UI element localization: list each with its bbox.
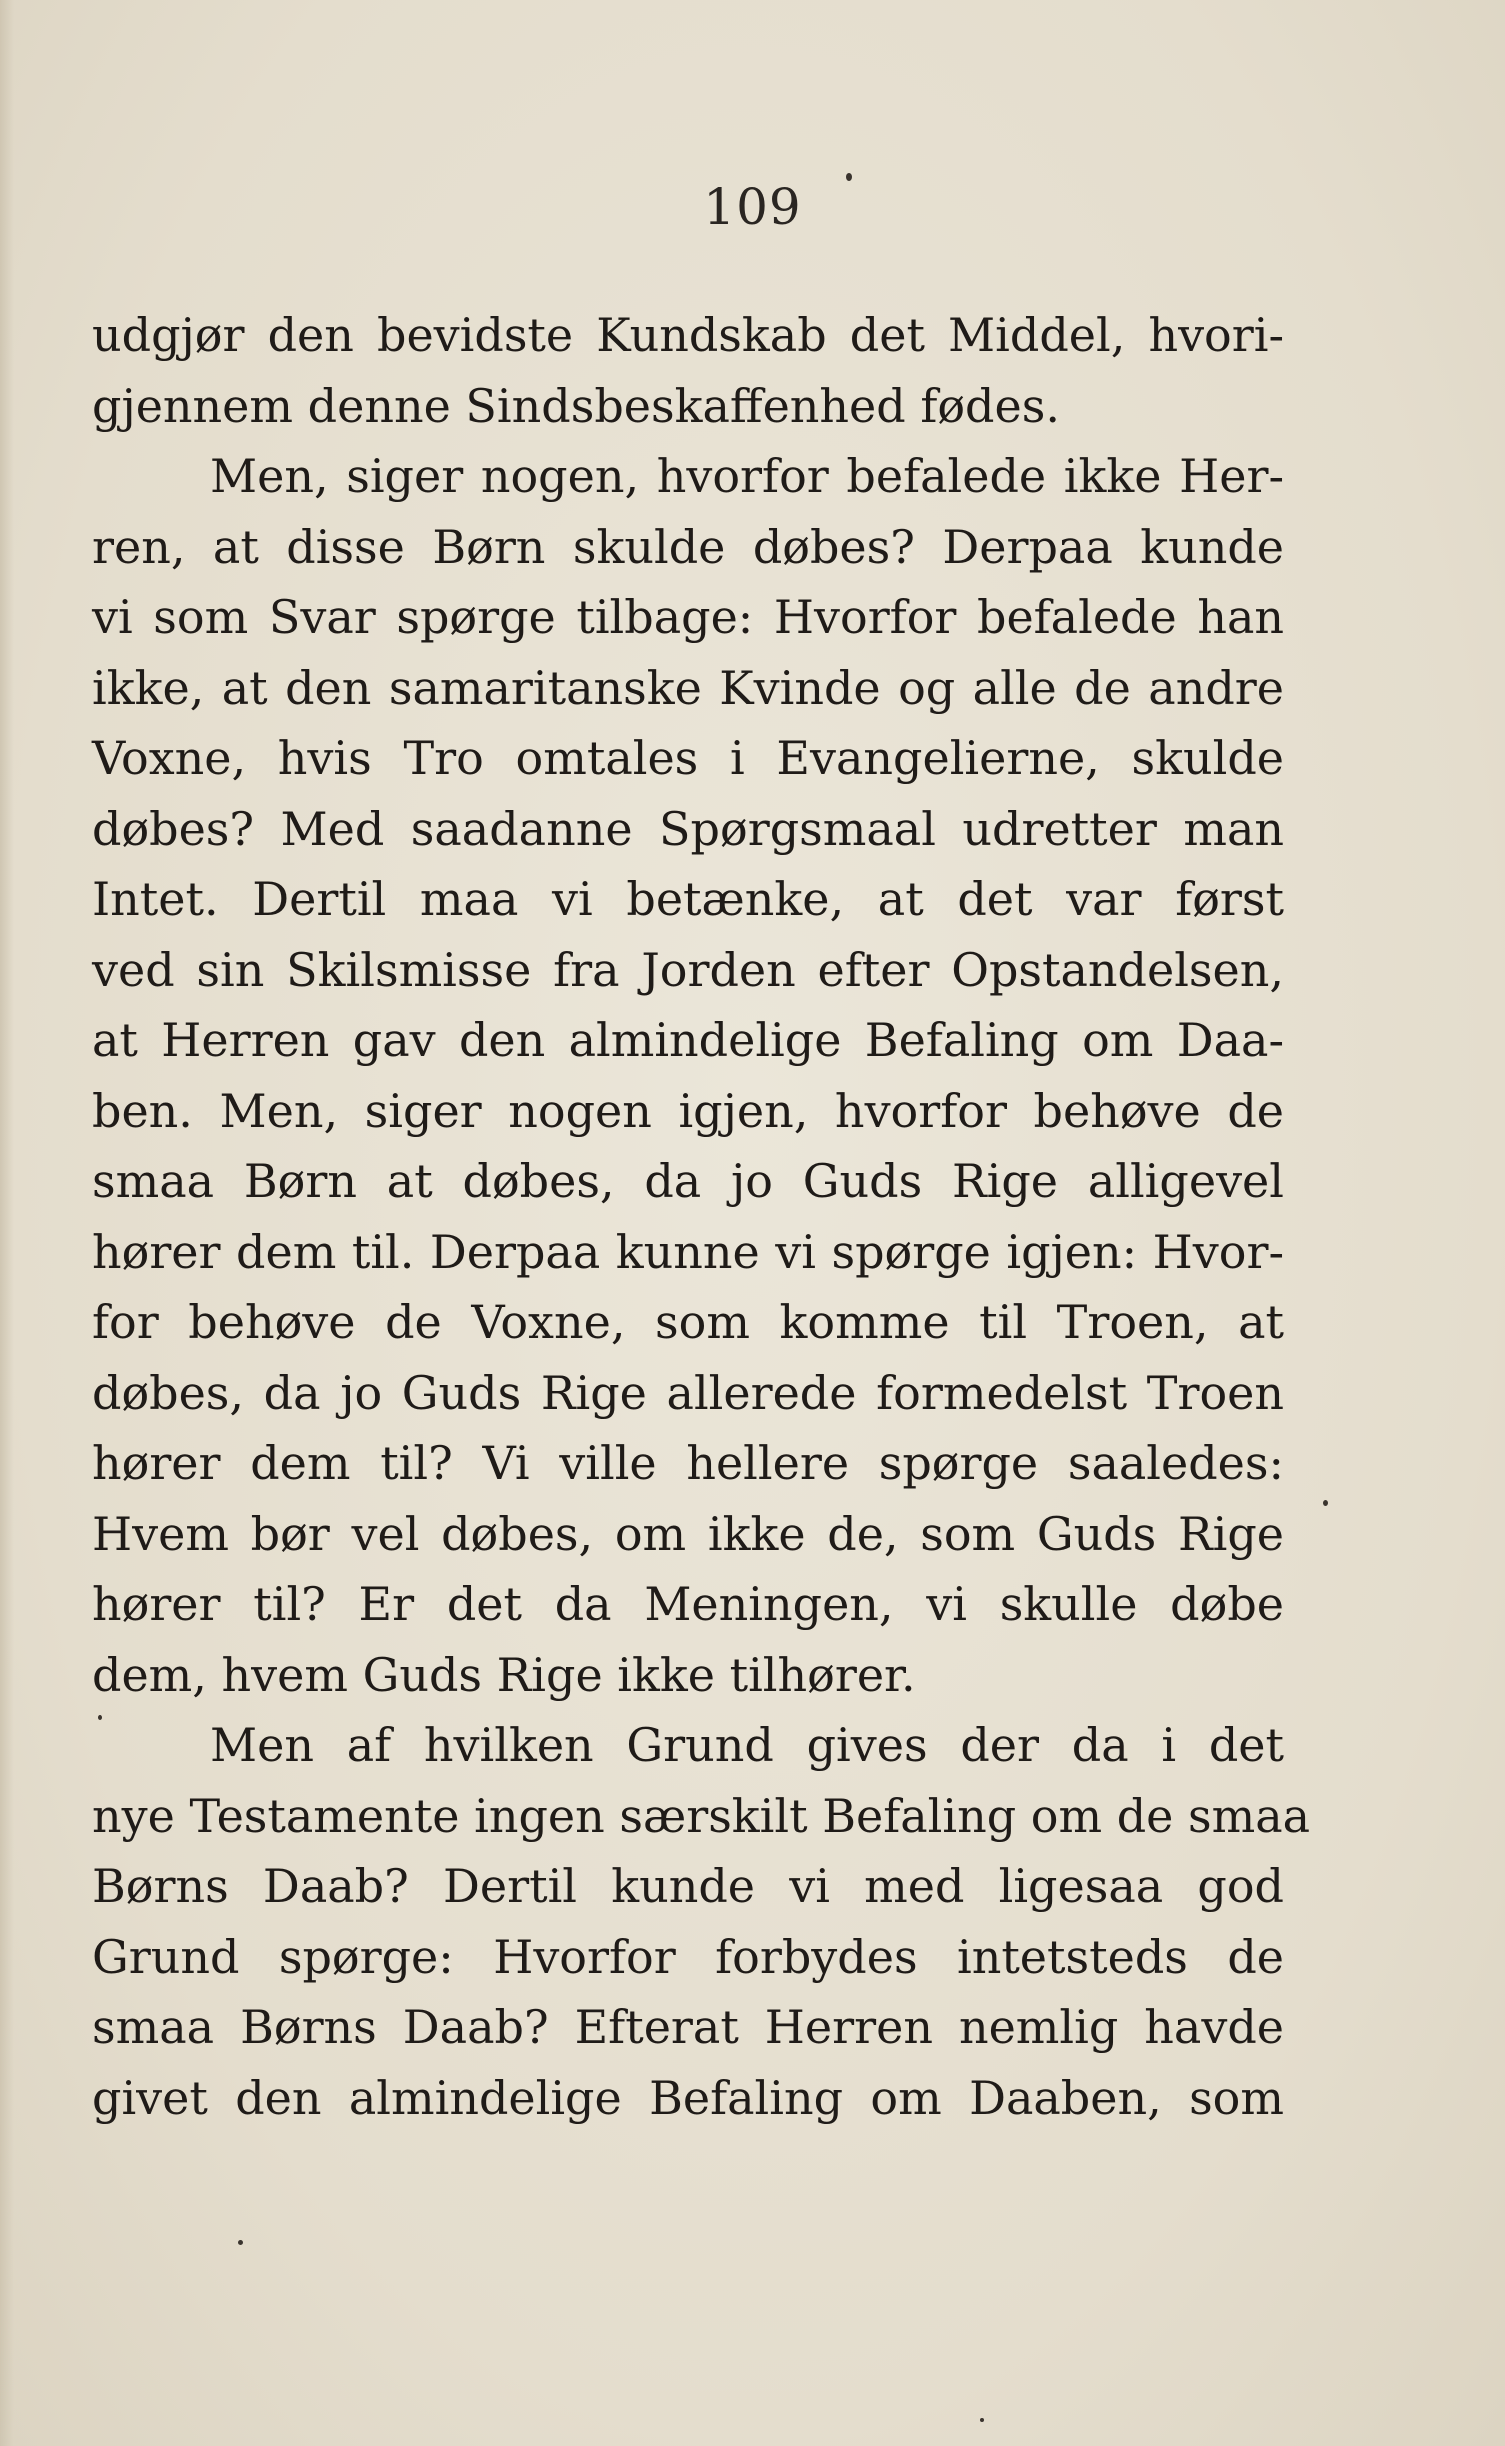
text-line: givet den almindelige Befaling om Daaben, som [92,2070,1284,2125]
text-line: ikke, at den samaritanske Kvinde og alle de andre [92,660,1284,715]
text-line: at Herren gav den almindelige Befaling om Daa- [92,1013,1284,1067]
print-speck [846,173,852,181]
text-line: hører dem til. Derpaa kunne vi spørge igjen: Hvor- [92,1224,1284,1279]
text-line: døbes? Med saadanne Spørgsmaal udretter man [92,801,1284,856]
print-speck [1323,1500,1328,1506]
print-speck [238,2240,243,2245]
text-line: smaa Børns Daab? Efterat Herren nemlig havde [92,2000,1284,2054]
text-line: ben. Men, siger nogen igjen, hvorfor behøve de [92,1083,1284,1138]
text-line: døbes, da jo Guds Rige allerede formedelst Troen [92,1365,1284,1420]
text-line: ren, at disse Børn skulde døbes? Derpaa kunde [92,519,1284,574]
text-line: Men af hvilken Grund gives der da i det [210,1718,1284,1772]
text-line: ved sin Skilsmisse fra Jorden efter Opstandelsen, [92,942,1284,997]
text-line: hører til? Er det da Meningen, vi skulle døbe [92,1577,1284,1631]
text-line: Grund spørge: Hvorfor forbydes intetsteds de [92,1929,1284,1984]
page-number: 109 [703,178,802,236]
print-speck [980,2418,984,2422]
print-speck [98,1715,102,1720]
text-line: gjennem denne Sindsbeskaffenhed fødes. [92,378,1060,433]
text-line: vi som Svar spørge tilbage: Hvorfor befalede han [92,590,1284,644]
text-line: dem, hvem Guds Rige ikke tilhører. [92,1647,916,1702]
text-line: Men, siger nogen, hvorfor befalede ikke Her- [210,449,1284,503]
body-text [92,300,1311,2133]
text-line: nye Testamente ingen særskilt Befaling om de smaa [92,1788,1311,1843]
text-line: udgjør den bevidste Kundskab det Middel, hvori- [92,308,1284,362]
text-line: for behøve de Voxne, som komme til Troen, at [92,1295,1284,1349]
page-edge-shadow [0,0,14,2446]
text-line: smaa Børn at døbes, da jo Guds Rige alligevel [92,1154,1284,1208]
text-line: Børns Daab? Dertil kunde vi med ligesaa god [92,1859,1284,1913]
text-line: Hvem bør vel døbes, om ikke de, som Guds Rige [92,1506,1284,1561]
text-line: hører dem til? Vi ville hellere spørge saaledes: [92,1436,1284,1490]
text-line: Voxne, hvis Tro omtales i Evangelierne, skulde [92,731,1284,785]
text-line: Intet. Dertil maa vi betænke, at det var først [92,872,1284,926]
